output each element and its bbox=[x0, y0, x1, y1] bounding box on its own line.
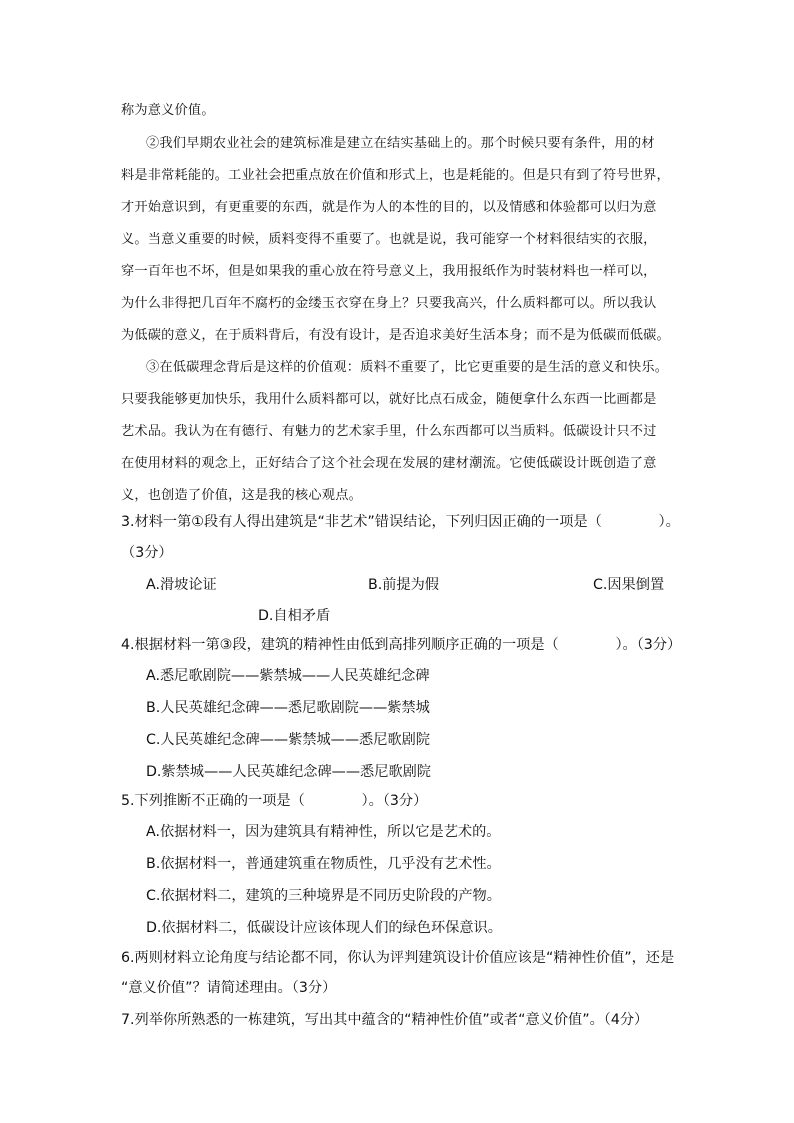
passage-line: 为低碳的意义，在于质料背后，有没有设计，是否追求美好生活本身；而不是为低碳而低碳。 bbox=[121, 328, 670, 343]
passage-line: 才开始意识到，有更重要的东西，就是作为人的本性的目的，以及情感和体验都可以归为意 bbox=[121, 200, 657, 215]
passage-line: 穿一百年也不坏，但是如果我的重心放在符号意义上，我用报纸作为时装材料也一样可以， bbox=[121, 264, 657, 279]
question-4-option-c: C.人民英雄纪念碑——紫禁城——悉尼歌剧院 bbox=[146, 732, 430, 748]
question-6-stem-line-2: “意义价值”？请简述理由。（3分） bbox=[121, 980, 337, 996]
question-5-option-d: D.依据材料二，低碳设计应该体现人们的绿色环保意识。 bbox=[146, 920, 502, 936]
question-3-option-d: D.自相矛盾 bbox=[258, 608, 331, 624]
question-5-option-b: B.依据材料一，普通建筑重在物质性，几乎没有艺术性。 bbox=[146, 856, 501, 872]
passage-line: 料是非常耗能的。工业社会把重点放在价值和形式上，也是耗能的。但是只有到了符号世界， bbox=[121, 168, 670, 183]
passage-line: 为什么非得把几百年不腐朽的金缕玉衣穿在身上？只要我高兴，什么质料都可以。所以我认 bbox=[121, 296, 657, 311]
question-5-option-a: A.依据材料一，因为建筑具有精神性，所以它是艺术的。 bbox=[146, 824, 501, 840]
passage-line: 义。当意义重要的时候，质料变得不重要了。也就是说，我可能穿一个材料很结实的衣服， bbox=[121, 232, 657, 247]
question-3-score: （3分） bbox=[121, 545, 173, 561]
question-7-stem: 7.列举你所熟悉的一栋建筑，写出其中蕴含的“精神性价值”或者“意义价值”。（4分） bbox=[121, 1012, 649, 1028]
question-4-option-b: B.人民英雄纪念碑——悉尼歌剧院——紫禁城 bbox=[146, 700, 430, 716]
passage-line: 称为意义价值。 bbox=[121, 103, 215, 118]
passage-line: 艺术品。我认为在有德行、有魅力的艺术家手里，什么东西都可以当质料。低碳设计只不过 bbox=[121, 424, 657, 439]
passage-line: 义，也创造了价值，这是我的核心观点。 bbox=[121, 488, 362, 503]
question-3-option-a: A.滑坡论证 bbox=[146, 577, 217, 593]
question-4-option-d: D.紫禁城——人民英雄纪念碑——悉尼歌剧院 bbox=[146, 764, 431, 780]
question-3-option-b: B.前提为假 bbox=[368, 577, 439, 593]
question-6-stem-line-1: 6.两则材料立论角度与结论都不同，你认为评判建筑设计价值应该是“精神性价值”，还是 bbox=[121, 950, 675, 966]
question-3-option-c: C.因果倒置 bbox=[593, 577, 665, 593]
passage-line: 只要我能够更加快乐，我用什么质料都可以，就好比点石成金，随便拿什么东西一比画都是 bbox=[121, 392, 657, 407]
question-5-option-c: C.依据材料二，建筑的三种境界是不同历史阶段的产物。 bbox=[146, 888, 501, 904]
question-5-stem: 5.下列推断不正确的一项是（ ）。（3分） bbox=[121, 793, 428, 809]
passage-line: 在使用材料的观念上，正好结合了这个社会现在发展的建材潮流。它使低碳设计既创造了意 bbox=[121, 456, 657, 471]
question-3-stem: 3.材料一第①段有人得出建筑是“非艺术”错误结论，下列归因正确的一项是（ ）。 bbox=[121, 514, 680, 530]
question-4-option-a: A.悉尼歌剧院——紫禁城——人民英雄纪念碑 bbox=[146, 668, 430, 684]
passage-paragraph-2-start: ②我们早期农业社会的建筑标准是建立在结实基础上的。那个时候只要有条件，用的材 bbox=[146, 136, 655, 151]
passage-paragraph-3-start: ③在低碳理念背后是这样的价值观：质料不重要了，比它更重要的是生活的意义和快乐。 bbox=[146, 360, 669, 375]
question-4-stem: 4.根据材料一第③段，建筑的精神性由低到高排列顺序正确的一项是（ ）。（3分） bbox=[121, 637, 681, 653]
